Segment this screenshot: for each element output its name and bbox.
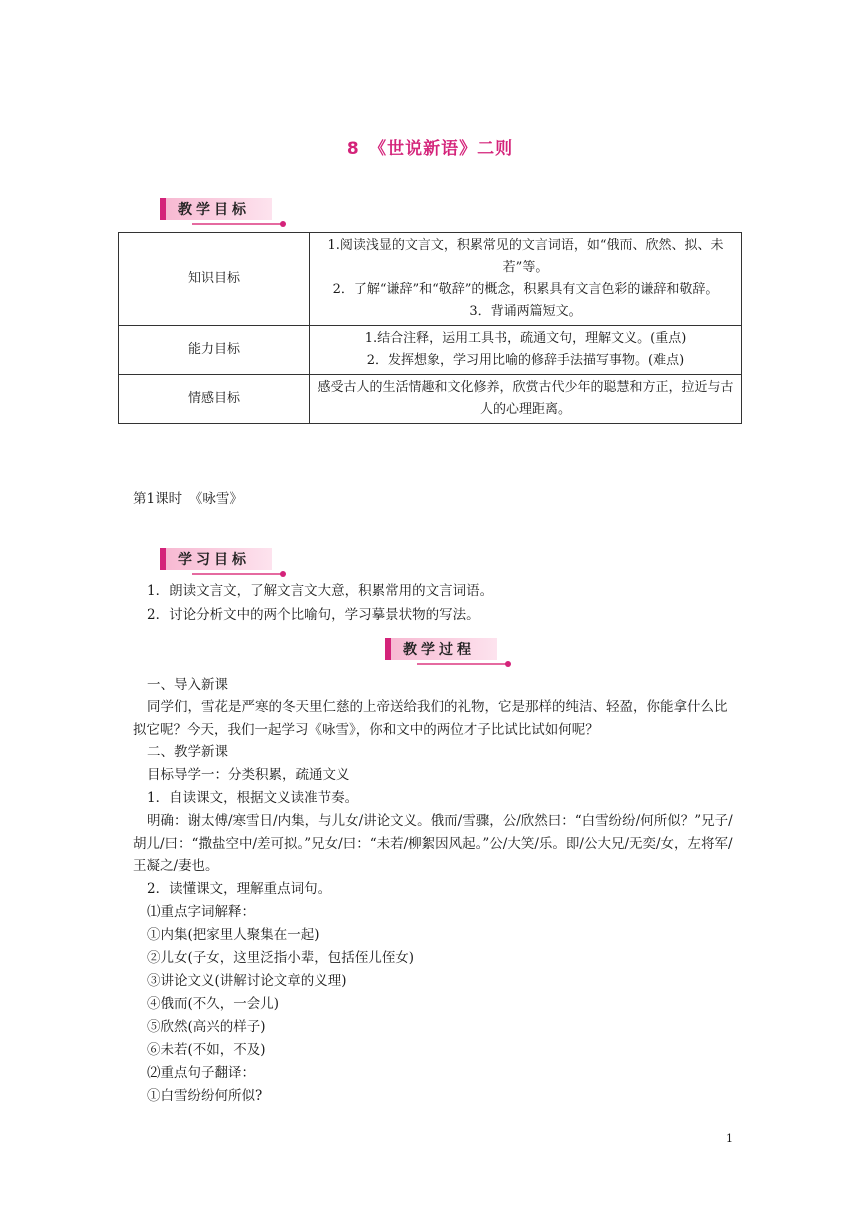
page-number: 1 [726,1132,733,1145]
banner-label: 教学目标 [178,202,250,218]
row-label: 知识目标 [119,233,310,326]
clarify-paragraph: 明确：谢太傅/寒雪日/内集，与儿女/讲论文义。俄而/雪骤，公/欣然曰：“白雪纷纷/何所似？”兄子/胡儿/曰：“撒盐空中/差可拟。”兄女/曰：“未若/柳絮因风起。”公/大笑/乐。即/公大兄/无奕/女，左将军/王凝之/妻也。 [133,813,733,875]
vocab-item: ③讲论文义(讲解讨论文章的义理) [147,973,347,989]
line: 1.结合注释，运用工具书，疏通文句，理解文义。(重点) [364,331,687,346]
learning-goal-2: 2．讨论分析文中的两个比喻句，学习摹景状物的写法。 [147,607,480,623]
vocab-item: ⑤欣然(高兴的样子) [147,1019,266,1035]
vocab-item: ②儿女(子女，这里泛指小辈，包括侄儿侄女) [147,950,415,966]
row-label: 能力目标 [119,326,310,375]
table-row [119,233,742,326]
vocab-item: ①内集(把家里人聚集在一起) [147,927,320,943]
row-label: 情感目标 [119,375,310,424]
line: 2．了解“谦辞”和“敬辞”的概念，积累具有文言色彩的谦辞和敬辞。 [332,282,719,297]
vocab-item: ④俄而(不久，一会儿) [147,996,280,1012]
step1: 1．自读课文，根据文义读准节奏。 [147,790,359,806]
step2: 2．读懂课文，理解重点词句。 [147,881,332,897]
vocab-item: ⑥未若(不如，不及) [147,1042,266,1058]
line: 1.阅读浅显的文言文，积累常见的文言词语，如“俄而、欣然、拟、未若”等。 [327,238,724,275]
section2-heading: 二、教学新课 [147,744,228,760]
line: 感受古人的生活情趣和文化修养，欣赏古代少年的聪慧和方正，拉近与古人的心理距离。 [317,380,734,417]
goal1: 目标导学一：分类积累，疏通文义 [147,767,350,783]
line: 3．背诵两篇短文。 [469,304,582,319]
intro-paragraph: 同学们，雪花是严寒的冬天里仁慈的上帝送给我们的礼物，它是那样的纯洁、轻盈，你能拿什么比拟它呢？今天，我们一起学习《咏雪》，你和文中的两位才子比试比试如何呢？ [133,699,728,738]
table-row [119,375,742,424]
row-content [310,233,742,326]
table-row [119,326,742,375]
page-title: 8 《世说新语》二则 [346,139,514,159]
banner-label: 教学过程 [403,642,475,658]
translation-heading: ⑵重点句子翻译： [147,1065,255,1081]
vocab-heading: ⑴重点字词解释： [147,904,255,920]
lesson-heading: 第1课时 《咏雪》 [133,491,243,507]
process-banner [385,636,497,662]
section1-heading: 一、导入新课 [147,677,228,693]
translation-item: ①白雪纷纷何所似? [147,1088,263,1104]
row-content [310,375,742,424]
banner-label: 学习目标 [178,552,250,568]
learning-goal-1: 1．朗读文言文，了解文言文大意，积累常用的文言词语。 [147,583,494,599]
goals-table [118,232,742,424]
line: 2．发挥想象，学习用比喻的修辞手法描写事物。(难点) [366,353,685,368]
row-content [310,326,742,375]
teaching-goals-banner [160,196,272,222]
learning-goals-banner [160,546,272,572]
